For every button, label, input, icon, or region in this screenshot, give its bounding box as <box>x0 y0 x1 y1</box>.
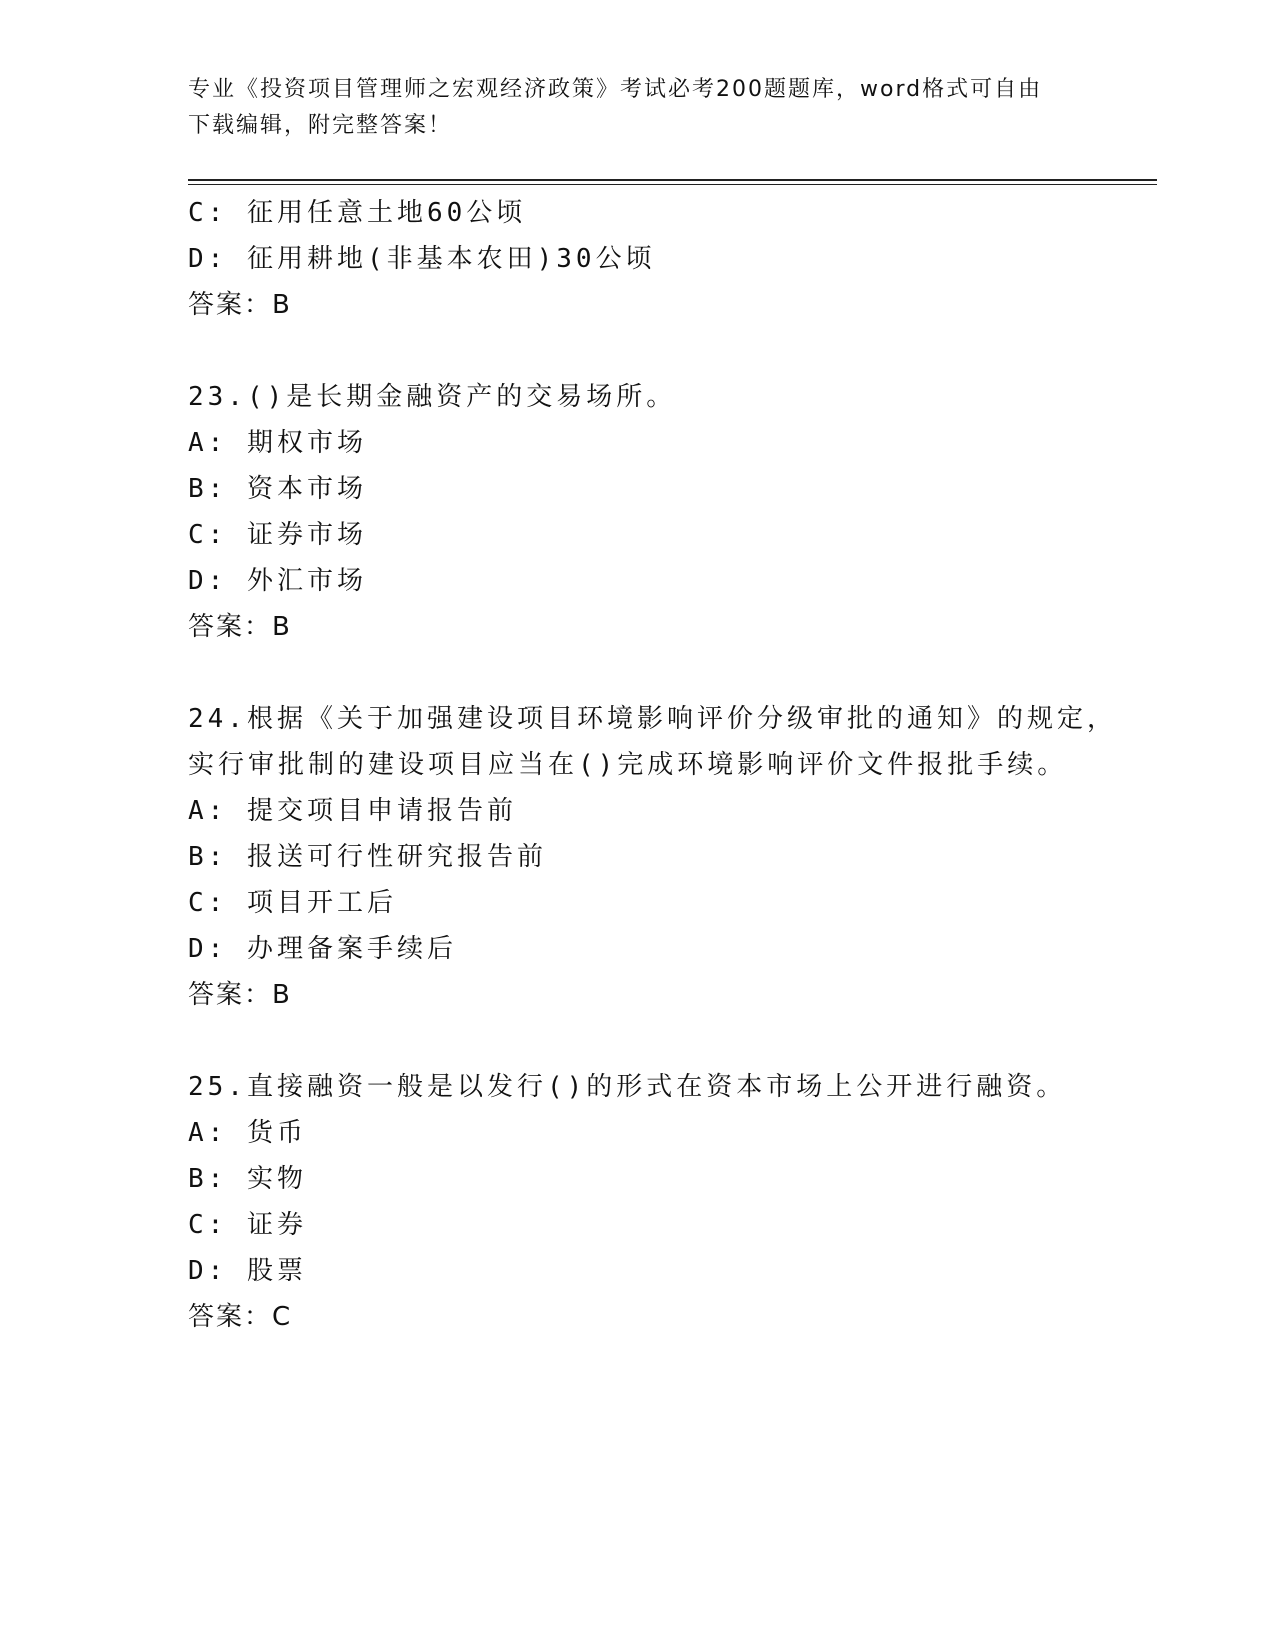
option-line: D: 征用耕地(非基本农田)30公顷 <box>188 244 656 274</box>
answer-line: 答案：B <box>188 980 292 1010</box>
option-line: D: 办理备案手续后 <box>188 934 457 964</box>
option-line: B: 报送可行性研究报告前 <box>188 842 547 872</box>
option-line: C: 证券市场 <box>188 520 367 550</box>
question-block-25 <box>188 1064 1148 1340</box>
question-block-24 <box>188 696 1148 1018</box>
option-line: B: 资本市场 <box>188 474 367 504</box>
header-line-2: 下载编辑，附完整答案！ <box>188 113 453 138</box>
option-line: A: 期权市场 <box>188 428 367 458</box>
answer-line: 答案：B <box>188 290 292 320</box>
spacer <box>188 650 1148 696</box>
option-line: D: 股票 <box>188 1256 307 1286</box>
question-stem: 23.()是长期金融资产的交易场所。 <box>188 382 677 412</box>
question-block-23 <box>188 374 1148 650</box>
header-rule-thick <box>188 179 1157 181</box>
spacer <box>188 1018 1148 1064</box>
answer-line: 答案：C <box>188 1302 293 1332</box>
option-line: C: 项目开工后 <box>188 888 397 918</box>
header-rule-thin <box>188 184 1157 185</box>
header-line-1: 专业《投资项目管理师之宏观经济政策》考试必考200题题库，word格式可自由 <box>188 77 1043 102</box>
option-line: C: 征用任意土地60公顷 <box>188 198 527 228</box>
spacer <box>188 328 1148 374</box>
option-line: C: 证券 <box>188 1210 307 1240</box>
option-line: A: 货币 <box>188 1118 307 1148</box>
question-stem: 实行审批制的建设项目应当在()完成环境影响评价文件报批手续。 <box>188 750 1068 780</box>
answer-line: 答案：B <box>188 612 292 642</box>
document-header <box>188 72 1088 144</box>
question-stem: 25.直接融资一般是以发行()的形式在资本市场上公开进行融资。 <box>188 1072 1067 1102</box>
option-line: B: 实物 <box>188 1164 307 1194</box>
question-list <box>188 190 1148 1340</box>
prev-question-block <box>188 190 1148 328</box>
question-stem: 24.根据《关于加强建设项目环境影响评价分级审批的通知》的规定， <box>188 704 1117 734</box>
option-line: A: 提交项目申请报告前 <box>188 796 517 826</box>
option-line: D: 外汇市场 <box>188 566 367 596</box>
